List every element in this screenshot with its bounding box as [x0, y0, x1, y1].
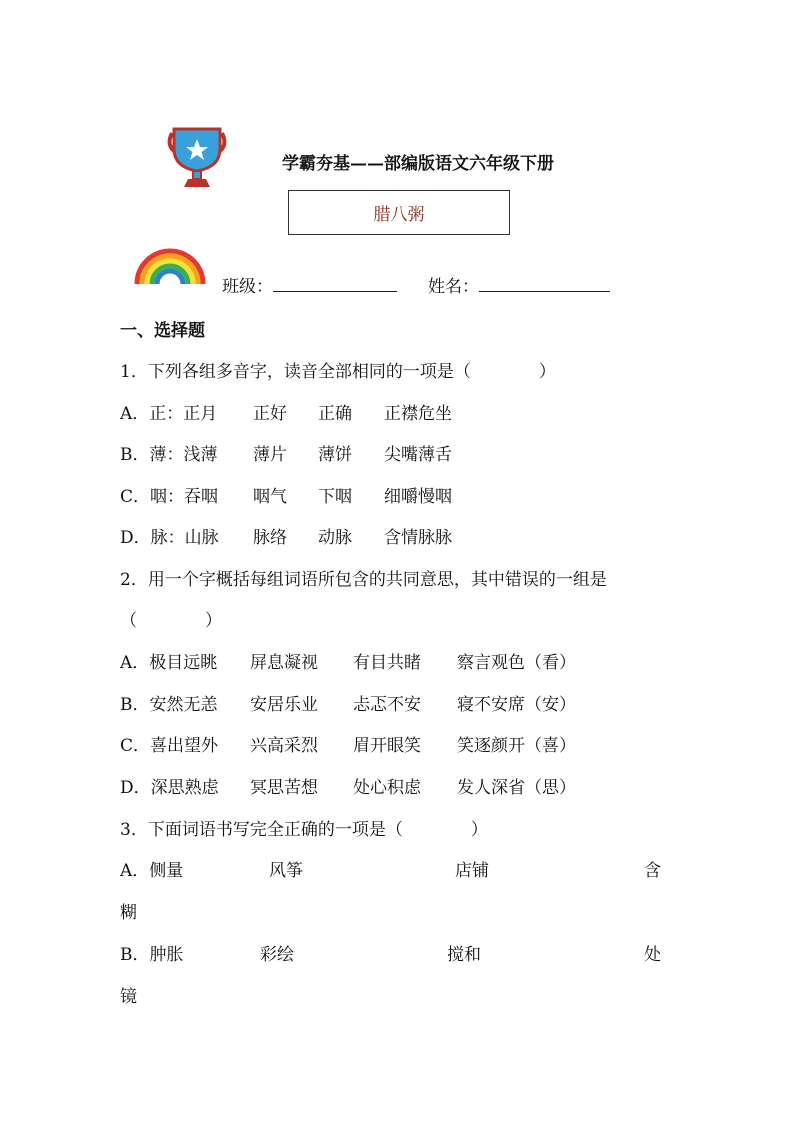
option-text: 细嚼慢咽 [384, 487, 452, 507]
option-text: 脉络 [253, 528, 287, 548]
option-text: C．喜出望外 [120, 736, 219, 756]
option-text: 屏息凝视 [250, 653, 318, 673]
option-text: 下咽 [318, 487, 352, 507]
option-text: 咽气 [253, 487, 287, 507]
question-2-stem: 2．用一个字概括每组词语所包含的共同意思，其中错误的一组是 [120, 570, 607, 590]
class-label: 班级： [222, 277, 273, 297]
option-text: 正襟危坐 [384, 404, 452, 424]
rainbow-icon [133, 246, 207, 286]
option-text: 薄饼 [318, 445, 352, 465]
option-text: B．安然无恙 [120, 695, 218, 715]
option-text: 发人深省（思） [457, 778, 576, 798]
option-text: 忐忑不安 [353, 695, 421, 715]
question-1-stem: 1．下列各组多音字，读音全部相同的一项是（ ） [120, 362, 556, 382]
section-title: 一、选择题 [120, 321, 205, 341]
option-text: 处心积虑 [353, 778, 421, 798]
worksheet-title: 学霸夯基——部编版语文六年级下册 [282, 154, 554, 174]
option-text: 笑逐颜开（喜） [457, 736, 576, 756]
option-text: 正好 [253, 404, 287, 424]
option-text: C．咽：吞咽 [120, 487, 219, 507]
option-text: 彩绘 [260, 945, 294, 965]
option-text: 动脉 [318, 528, 352, 548]
option-text: 搅和 [447, 945, 481, 965]
option-text: 正确 [318, 404, 352, 424]
option-text: 有目共睹 [353, 653, 421, 673]
option-text: A．极目远眺 [120, 653, 218, 673]
option-text: 寝不安席（安） [457, 695, 576, 715]
option-text: 处 [644, 945, 661, 965]
option-text: A．正：正月 [120, 404, 218, 424]
name-label: 姓名： [428, 277, 479, 297]
option-text: B．薄：浅薄 [120, 445, 218, 465]
option-text: B．肿胀 [120, 945, 184, 965]
option-text: 察言观色（看） [457, 653, 576, 673]
option-text: 尖嘴薄舌 [384, 445, 452, 465]
option-text: D．脉：山脉 [120, 528, 219, 548]
option-text: A．侧量 [120, 861, 184, 881]
lesson-title: 腊八粥 [373, 205, 425, 225]
q3-option-a-wrap: 糊 [120, 903, 137, 923]
option-text: 含 [644, 861, 661, 881]
option-text: 风筝 [269, 861, 303, 881]
option-text: 店铺 [455, 861, 489, 881]
option-text: 兴高采烈 [250, 736, 318, 756]
option-text: D．深思熟虑 [120, 778, 219, 798]
class-input-line[interactable] [273, 273, 397, 292]
option-text: 薄片 [253, 445, 287, 465]
lesson-title-box [288, 190, 510, 235]
name-field [428, 272, 610, 297]
name-input-line[interactable] [479, 273, 610, 292]
option-text: 眉开眼笑 [353, 736, 421, 756]
option-text: 含情脉脉 [384, 528, 452, 548]
question-2-answer-blank: （ ） [120, 611, 222, 631]
option-text: 安居乐业 [250, 695, 318, 715]
class-field [222, 272, 397, 297]
option-text: 冥思苦想 [250, 778, 318, 798]
question-3-stem: 3．下面词语书写完全正确的一项是（ ） [120, 820, 488, 840]
q3-option-b-wrap: 镜 [120, 987, 137, 1007]
trophy-icon [166, 127, 228, 189]
